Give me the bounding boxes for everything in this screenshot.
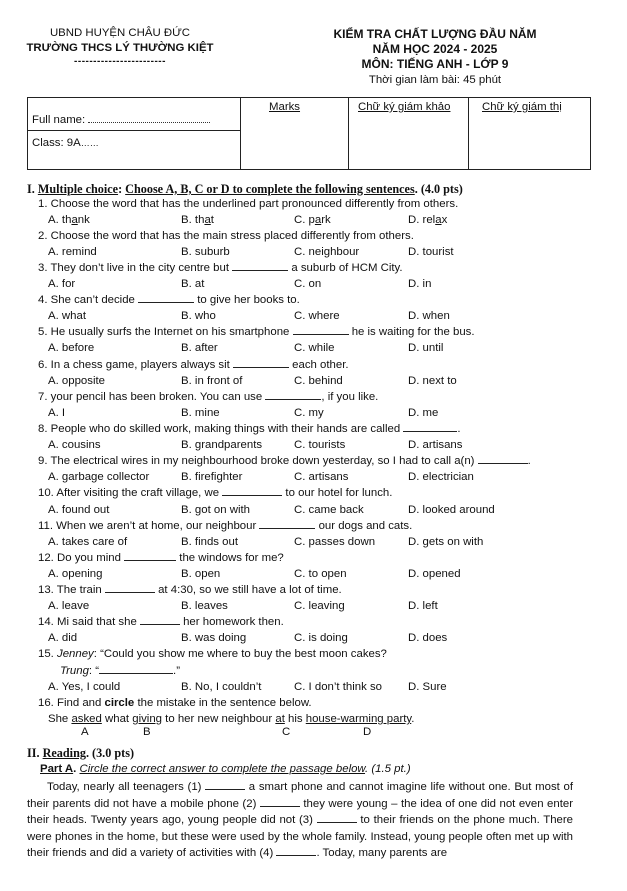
q4-option-a[interactable]: A. what bbox=[48, 310, 86, 322]
q13-option-a[interactable]: A. leave bbox=[48, 600, 90, 612]
q9-option-b[interactable]: B. firefighter bbox=[181, 471, 243, 483]
q10-option-b[interactable]: B. got on with bbox=[181, 504, 251, 516]
q7-option-c[interactable]: C. my bbox=[294, 407, 324, 419]
reading-passage: Today, nearly all teenagers (1) a smart phone and cannot imagine life without one. But most of their parents did not have a mobile phone (2) they were young – the idea of one did not even enter their heads. Twenty years ago, young people did not (3) to their friends on the phone much. There were phones in the home, but these were used by the whole family. Instead, young people often met up with their friends and did a variety of activities with (4) . Today, many parents are bbox=[27, 781, 573, 859]
class-field[interactable]: Class: 9A…… bbox=[32, 137, 99, 149]
q13-option-b[interactable]: B. leaves bbox=[181, 600, 228, 612]
proctor-signature-header: Chữ ký giám thị bbox=[482, 101, 562, 113]
q5-option-d[interactable]: D. until bbox=[408, 342, 444, 354]
q1-option-a[interactable]: A. thank bbox=[48, 214, 90, 226]
q16-letter-b: B bbox=[143, 726, 151, 738]
q1-option-c[interactable]: C. park bbox=[294, 214, 331, 226]
q4-option-b[interactable]: B. who bbox=[181, 310, 216, 322]
examiner-signature-header: Chữ ký giám khảo bbox=[358, 101, 451, 113]
q10-option-d[interactable]: D. looked around bbox=[408, 504, 495, 516]
q3-option-a[interactable]: A. for bbox=[48, 278, 76, 290]
q2-option-a[interactable]: A. remind bbox=[48, 246, 97, 258]
q2-option-d[interactable]: D. tourist bbox=[408, 246, 454, 258]
q3-option-b[interactable]: B. at bbox=[181, 278, 205, 290]
q14-option-a[interactable]: A. did bbox=[48, 632, 78, 644]
question-16: 16. Find and circle the mistake in the sentence below. bbox=[38, 697, 312, 709]
q4-option-c[interactable]: C. where bbox=[294, 310, 340, 322]
q12-option-c[interactable]: C. to open bbox=[294, 568, 347, 580]
q16-sentence[interactable]: She asked what giving to her new neighbour at his house-warming party. bbox=[48, 713, 415, 725]
q8-option-a[interactable]: A. cousins bbox=[48, 439, 101, 451]
question-13: 13. The train at 4:30, so we still have a lot of time. bbox=[38, 584, 342, 596]
q3-option-c[interactable]: C. on bbox=[294, 278, 322, 290]
q15-option-c[interactable]: C. I don’t think so bbox=[294, 681, 383, 693]
q15-option-d[interactable]: D. Sure bbox=[408, 681, 447, 693]
section1-heading: I. Multiple choice: Choose A, B, C or D to complete the following sentences. (4.0 pts) bbox=[27, 182, 463, 196]
q14-option-d[interactable]: D. does bbox=[408, 632, 448, 644]
subject: MÔN: TIẾNG ANH - LỚP 9 bbox=[361, 57, 509, 71]
q6-option-d[interactable]: D. next to bbox=[408, 375, 457, 387]
q1-option-b[interactable]: B. that bbox=[181, 214, 214, 226]
question-2: 2. Choose the word that has the main stress placed differently from others. bbox=[38, 230, 414, 242]
question-10: 10. After visiting the craft village, we to our hotel for lunch. bbox=[38, 487, 393, 499]
q12-option-b[interactable]: B. open bbox=[181, 568, 221, 580]
q7-option-b[interactable]: B. mine bbox=[181, 407, 220, 419]
header-divider: ------------------------ bbox=[74, 56, 166, 67]
q3-option-d[interactable]: D. in bbox=[408, 278, 432, 290]
q11-option-c[interactable]: C. passes down bbox=[294, 536, 376, 548]
q12-option-a[interactable]: A. opening bbox=[48, 568, 103, 580]
q16-letter-d: D bbox=[363, 726, 372, 738]
q9-option-c[interactable]: C. artisans bbox=[294, 471, 349, 483]
section2-heading: II. Reading. (3.0 pts) bbox=[27, 746, 135, 760]
q15-dialogue-line: Trung: “ .” bbox=[60, 665, 181, 677]
question-6: 6. In a chess game, players always sit each other. bbox=[38, 359, 349, 371]
q1-option-d[interactable]: D. relax bbox=[408, 214, 448, 226]
school-year: NĂM HỌC 2024 - 2025 bbox=[372, 42, 498, 56]
q9-option-a[interactable]: A. garbage collector bbox=[48, 471, 150, 483]
district-name: UBND HUYỆN CHÂU ĐỨC bbox=[49, 27, 191, 39]
q10-option-c[interactable]: C. came back bbox=[294, 504, 364, 516]
question-12: 12. Do you mind the windows for me? bbox=[38, 552, 284, 564]
question-14: 14. Mi said that she her homework then. bbox=[38, 616, 284, 628]
q13-option-d[interactable]: D. left bbox=[408, 600, 438, 612]
q7-option-d[interactable]: D. me bbox=[408, 407, 439, 419]
question-3: 3. They don’t live in the city centre but a suburb of HCM City. bbox=[38, 262, 403, 274]
q14-option-c[interactable]: C. is doing bbox=[294, 632, 348, 644]
q8-option-c[interactable]: C. tourists bbox=[294, 439, 346, 451]
part-a-instruction: Part A. Circle the correct answer to complete the passage below. (1.5 pt.) bbox=[40, 763, 411, 775]
q14-option-b[interactable]: B. was doing bbox=[181, 632, 247, 644]
q5-option-a[interactable]: A. before bbox=[48, 342, 95, 354]
question-9: 9. The electrical wires in my neighbourhood broke down yesterday, so I had to call a(n) . bbox=[38, 455, 531, 467]
full-name-field[interactable]: Full name: bbox=[32, 113, 210, 126]
q10-option-a[interactable]: A. found out bbox=[48, 504, 110, 516]
q6-option-b[interactable]: B. in front of bbox=[181, 375, 243, 387]
question-4: 4. She can’t decide to give her books to. bbox=[38, 294, 300, 306]
q12-option-d[interactable]: D. opened bbox=[408, 568, 461, 580]
q11-option-d[interactable]: D. gets on with bbox=[408, 536, 484, 548]
question-15: 15. Jenney: “Could you show me where to buy the best moon cakes? bbox=[38, 648, 387, 660]
q8-option-d[interactable]: D. artisans bbox=[408, 439, 463, 451]
q4-option-d[interactable]: D. when bbox=[408, 310, 450, 322]
q9-option-d[interactable]: D. electrician bbox=[408, 471, 474, 483]
q15-option-a[interactable]: A. Yes, I could bbox=[48, 681, 121, 693]
q5-option-c[interactable]: C. while bbox=[294, 342, 335, 354]
q6-option-c[interactable]: C. behind bbox=[294, 375, 343, 387]
marks-header: Marks bbox=[269, 101, 301, 113]
question-1: 1. Choose the word that has the underlined part pronounced differently from others. bbox=[38, 198, 459, 210]
school-name: TRƯỜNG THCS LÝ THƯỜNG KIỆT bbox=[26, 42, 214, 54]
q2-option-c[interactable]: C. neighbour bbox=[294, 246, 360, 258]
q2-option-b[interactable]: B. suburb bbox=[181, 246, 230, 258]
q5-option-b[interactable]: B. after bbox=[181, 342, 218, 354]
exam-title: KIỂM TRA CHẤT LƯỢNG ĐẦU NĂM bbox=[333, 27, 537, 41]
q13-option-c[interactable]: C. leaving bbox=[294, 600, 345, 612]
q7-option-a[interactable]: A. I bbox=[48, 407, 66, 419]
q16-letter-a: A bbox=[81, 726, 89, 738]
question-11: 11. When we aren’t at home, our neighbour our dogs and cats. bbox=[38, 520, 413, 532]
q8-option-b[interactable]: B. grandparents bbox=[181, 439, 263, 451]
q6-option-a[interactable]: A. opposite bbox=[48, 375, 105, 387]
q16-letter-c: C bbox=[282, 726, 291, 738]
q11-option-a[interactable]: A. takes care of bbox=[48, 536, 128, 548]
question-5: 5. He usually surfs the Internet on his smartphone he is waiting for the bus. bbox=[38, 326, 475, 338]
q11-option-b[interactable]: B. finds out bbox=[181, 536, 238, 548]
q15-option-b[interactable]: B. No, I couldn’t bbox=[181, 681, 262, 693]
score-box bbox=[27, 97, 591, 170]
question-7: 7. your pencil has been broken. You can use , if you like. bbox=[38, 391, 379, 403]
time-allowed: Thời gian làm bài: 45 phút bbox=[368, 74, 502, 86]
question-8: 8. People who do skilled work, making things with their hands are called . bbox=[38, 423, 461, 435]
